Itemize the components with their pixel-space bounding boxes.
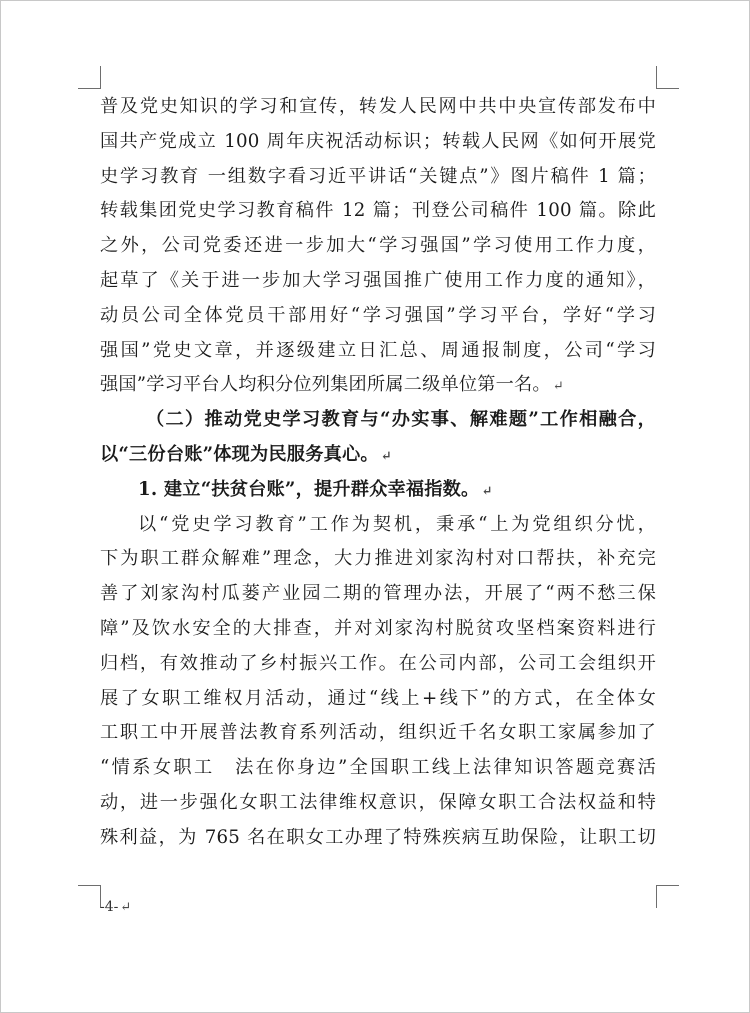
text-line: 之外，公司党委还进一步加大“学习强国”学习使用工作力度， — [100, 235, 656, 257]
text-line: 下为职工群众解难”理念，大力推进刘家沟村对口帮扶，补充完 — [100, 548, 656, 570]
crop-mark-top-left — [78, 66, 101, 89]
text-line: 展了女职工维权月活动，通过“线上+线下”的方式，在全体女 — [100, 687, 656, 709]
text-line: 动员公司全体党员干部用好“学习强国”学习平台，学好“学习 — [100, 304, 656, 326]
text-line: 工职工中开展普法教育系列活动，组织近千名女职工家属参加了 — [100, 722, 656, 744]
text-line: 史学习教育 一组数字看习近平讲话“关键点”》图片稿件 1 篇； — [100, 165, 656, 187]
text-line: 起草了《关于进一步加大学习强国推广使用工作力度的通知》， — [100, 270, 656, 291]
paragraph-mark: ↵ — [481, 483, 493, 499]
text-line: 障”及饮水安全的大排查，并对刘家沟村脱贫攻坚档案资料进行 — [100, 618, 656, 639]
text-line: 归档，有效推动了乡村振兴工作。在公司内部，公司工会组织开 — [100, 652, 656, 674]
section-heading-line: （二）推动党史学习教育与“办实事、解难题”工作相融合， — [146, 409, 656, 431]
text-line: 动，进一步强化女职工法律维权意识，保障女职工合法权益和特 — [100, 792, 656, 813]
paragraph-mark: ↵ — [120, 900, 132, 915]
crop-mark-bottom-left — [78, 885, 101, 908]
subheading-line: 1. 建立“扶贫台账”，提升群众幸福指数。 ↵ — [138, 478, 493, 500]
text-line: 普及党史知识的学习和宣传，转发人民网中共中央宣传部发布中 — [100, 96, 656, 117]
text-line: “情系女职工 法在你身边”全国职工线上法律知识答题竞赛活 — [100, 757, 656, 779]
crop-mark-bottom-right — [656, 885, 679, 908]
text-line: 殊利益，为 765 名在职女工办理了特殊疾病互助保险，让职工切 — [100, 826, 656, 848]
section-heading-line: 以“三份台账”体现为民服务真心。 ↵ — [100, 444, 392, 465]
text-line: 强国”党史文章，并逐级建立日汇总、周通报制度，公司“学习 — [100, 339, 656, 361]
text-line: 转载集团党史学习教育稿件 12 篇；刊登公司稿件 100 篇。除此 — [100, 200, 656, 222]
paragraph-mark: ↵ — [380, 449, 392, 464]
text-line: 以“党史学习教育”工作为契机，秉承“上为党组织分忧， — [138, 513, 656, 535]
text-line: 善了刘家沟村瓜蒌产业园二期的管理办法，开展了“两不愁三保 — [100, 583, 656, 605]
page-number: -4- — [100, 899, 119, 915]
text-line: 国共产党成立 100 周年庆祝活动标识；转载人民网《如何开展党 — [100, 130, 656, 152]
paragraph-mark: ↵ — [552, 379, 564, 395]
page-footer — [100, 899, 131, 915]
text-line: 强国”学习平台人均积分位列集团所属二级单位第一名。 ↵ — [100, 374, 564, 396]
crop-mark-top-right — [656, 66, 679, 89]
